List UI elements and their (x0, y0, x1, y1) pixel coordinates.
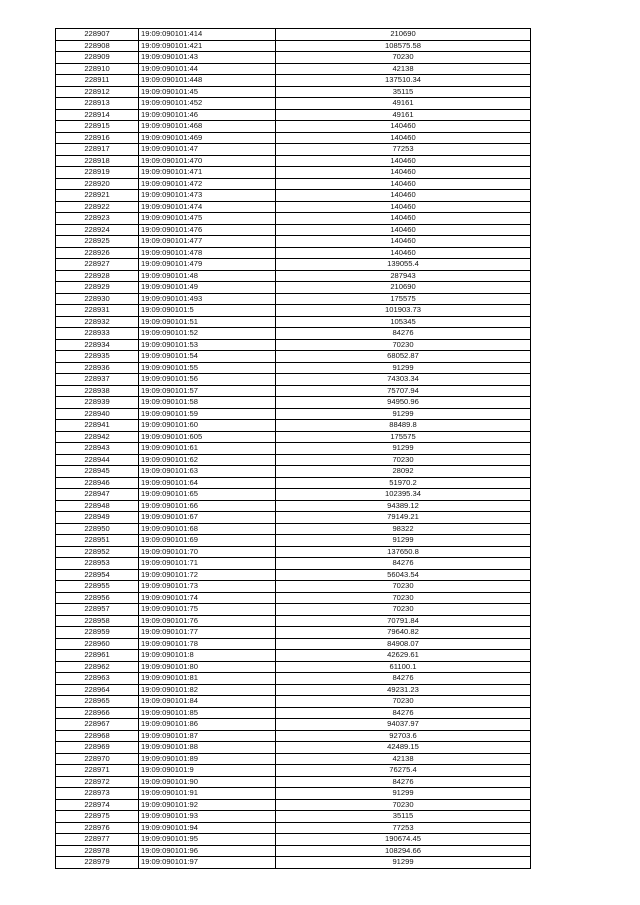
cadastral-number-cell: 19:09:090101:473 (139, 190, 276, 202)
table-row (56, 615, 531, 627)
table-row (56, 270, 531, 282)
table-row (56, 374, 531, 386)
row-number-cell: 228958 (56, 615, 139, 627)
table-row (56, 201, 531, 213)
value-cell: 140460 (276, 155, 531, 167)
value-cell: 70230 (276, 52, 531, 64)
value-cell: 70230 (276, 696, 531, 708)
row-number-cell: 228949 (56, 512, 139, 524)
row-number-cell: 228936 (56, 362, 139, 374)
table-row (56, 408, 531, 420)
cadastral-number-cell: 19:09:090101:477 (139, 236, 276, 248)
cadastral-number-cell: 19:09:090101:66 (139, 500, 276, 512)
row-number-cell: 228979 (56, 857, 139, 869)
cadastral-number-cell: 19:09:090101:493 (139, 293, 276, 305)
cadastral-number-cell: 19:09:090101:73 (139, 581, 276, 593)
table-row (56, 477, 531, 489)
value-cell: 140460 (276, 121, 531, 133)
value-cell: 92703.6 (276, 730, 531, 742)
value-cell: 70230 (276, 604, 531, 616)
row-number-cell: 228943 (56, 443, 139, 455)
row-number-cell: 228927 (56, 259, 139, 271)
value-cell: 76275.4 (276, 765, 531, 777)
cadastral-number-cell: 19:09:090101:68 (139, 523, 276, 535)
value-cell: 42138 (276, 63, 531, 75)
table-row (56, 454, 531, 466)
row-number-cell: 228970 (56, 753, 139, 765)
table-row (56, 121, 531, 133)
table-row (56, 316, 531, 328)
table-row (56, 466, 531, 478)
row-number-cell: 228940 (56, 408, 139, 420)
table-row (56, 707, 531, 719)
table-row (56, 834, 531, 846)
cadastral-number-cell: 19:09:090101:43 (139, 52, 276, 64)
table-row (56, 845, 531, 857)
value-cell: 75707.94 (276, 385, 531, 397)
row-number-cell: 228948 (56, 500, 139, 512)
value-cell: 68052.87 (276, 351, 531, 363)
cadastral-number-cell: 19:09:090101:48 (139, 270, 276, 282)
table-row (56, 40, 531, 52)
row-number-cell: 228962 (56, 661, 139, 673)
cadastral-number-cell: 19:09:090101:479 (139, 259, 276, 271)
cadastral-number-cell: 19:09:090101:85 (139, 707, 276, 719)
cadastral-number-cell: 19:09:090101:78 (139, 638, 276, 650)
row-number-cell: 228944 (56, 454, 139, 466)
cadastral-number-cell: 19:09:090101:474 (139, 201, 276, 213)
table-row (56, 420, 531, 432)
row-number-cell: 228947 (56, 489, 139, 501)
cadastral-number-cell: 19:09:090101:52 (139, 328, 276, 340)
value-cell: 79149.21 (276, 512, 531, 524)
row-number-cell: 228975 (56, 811, 139, 823)
table-row (56, 684, 531, 696)
value-cell: 84276 (276, 328, 531, 340)
row-number-cell: 228941 (56, 420, 139, 432)
cadastral-number-cell: 19:09:090101:90 (139, 776, 276, 788)
row-number-cell: 228955 (56, 581, 139, 593)
row-number-cell: 228916 (56, 132, 139, 144)
table-row (56, 604, 531, 616)
table-row (56, 569, 531, 581)
cadastral-number-cell: 19:09:090101:469 (139, 132, 276, 144)
row-number-cell: 228907 (56, 29, 139, 41)
table-row (56, 523, 531, 535)
row-number-cell: 228918 (56, 155, 139, 167)
row-number-cell: 228945 (56, 466, 139, 478)
cadastral-number-cell: 19:09:090101:478 (139, 247, 276, 259)
table-row (56, 155, 531, 167)
table-row (56, 167, 531, 179)
row-number-cell: 228942 (56, 431, 139, 443)
row-number-cell: 228933 (56, 328, 139, 340)
cadastral-number-cell: 19:09:090101:89 (139, 753, 276, 765)
row-number-cell: 228926 (56, 247, 139, 259)
table-row (56, 742, 531, 754)
cadastral-number-cell: 19:09:090101:93 (139, 811, 276, 823)
value-cell: 91299 (276, 362, 531, 374)
value-cell: 190674.45 (276, 834, 531, 846)
cadastral-number-cell: 19:09:090101:58 (139, 397, 276, 409)
row-number-cell: 228930 (56, 293, 139, 305)
value-cell: 79640.82 (276, 627, 531, 639)
cadastral-number-cell: 19:09:090101:471 (139, 167, 276, 179)
cadastral-number-cell: 19:09:090101:54 (139, 351, 276, 363)
cadastral-number-cell: 19:09:090101:94 (139, 822, 276, 834)
value-cell: 42629.61 (276, 650, 531, 662)
row-number-cell: 228954 (56, 569, 139, 581)
value-cell: 61100.1 (276, 661, 531, 673)
row-number-cell: 228938 (56, 385, 139, 397)
cadastral-number-cell: 19:09:090101:97 (139, 857, 276, 869)
cadastral-number-cell: 19:09:090101:5 (139, 305, 276, 317)
value-cell: 74303.34 (276, 374, 531, 386)
table-row (56, 443, 531, 455)
row-number-cell: 228911 (56, 75, 139, 87)
value-cell: 175575 (276, 431, 531, 443)
value-cell: 140460 (276, 190, 531, 202)
table-row (56, 224, 531, 236)
row-number-cell: 228909 (56, 52, 139, 64)
value-cell: 84276 (276, 673, 531, 685)
value-cell: 210690 (276, 29, 531, 41)
table-row (56, 822, 531, 834)
cadastral-number-cell: 19:09:090101:88 (139, 742, 276, 754)
row-number-cell: 228919 (56, 167, 139, 179)
table-row (56, 351, 531, 363)
cadastral-number-cell: 19:09:090101:605 (139, 431, 276, 443)
table-row (56, 282, 531, 294)
row-number-cell: 228935 (56, 351, 139, 363)
cadastral-number-cell: 19:09:090101:475 (139, 213, 276, 225)
cadastral-number-cell: 19:09:090101:86 (139, 719, 276, 731)
table-row (56, 811, 531, 823)
cadastral-number-cell: 19:09:090101:65 (139, 489, 276, 501)
cadastral-number-cell: 19:09:090101:414 (139, 29, 276, 41)
row-number-cell: 228913 (56, 98, 139, 110)
value-cell: 210690 (276, 282, 531, 294)
row-number-cell: 228923 (56, 213, 139, 225)
value-cell: 94950.96 (276, 397, 531, 409)
table-row (56, 339, 531, 351)
value-cell: 140460 (276, 178, 531, 190)
value-cell: 84276 (276, 707, 531, 719)
cadastral-number-cell: 19:09:090101:63 (139, 466, 276, 478)
value-cell: 101903.73 (276, 305, 531, 317)
cadastral-number-cell: 19:09:090101:70 (139, 546, 276, 558)
cadastral-number-cell: 19:09:090101:74 (139, 592, 276, 604)
value-cell: 137510.34 (276, 75, 531, 87)
row-number-cell: 228963 (56, 673, 139, 685)
value-cell: 77253 (276, 822, 531, 834)
row-number-cell: 228974 (56, 799, 139, 811)
value-cell: 91299 (276, 788, 531, 800)
value-cell: 91299 (276, 443, 531, 455)
value-cell: 49161 (276, 98, 531, 110)
value-cell: 105345 (276, 316, 531, 328)
table-row (56, 259, 531, 271)
value-cell: 94389.12 (276, 500, 531, 512)
table-row (56, 305, 531, 317)
value-cell: 140460 (276, 167, 531, 179)
cadastral-number-cell: 19:09:090101:49 (139, 282, 276, 294)
value-cell: 91299 (276, 535, 531, 547)
row-number-cell: 228924 (56, 224, 139, 236)
table-row (56, 500, 531, 512)
table-row (56, 385, 531, 397)
value-cell: 102395.34 (276, 489, 531, 501)
cadastral-number-cell: 19:09:090101:69 (139, 535, 276, 547)
value-cell: 49161 (276, 109, 531, 121)
table-row (56, 489, 531, 501)
value-cell: 140460 (276, 201, 531, 213)
row-number-cell: 228953 (56, 558, 139, 570)
cadastral-number-cell: 19:09:090101:61 (139, 443, 276, 455)
cadastral-number-cell: 19:09:090101:76 (139, 615, 276, 627)
row-number-cell: 228921 (56, 190, 139, 202)
cadastral-number-cell: 19:09:090101:64 (139, 477, 276, 489)
cadastral-number-cell: 19:09:090101:44 (139, 63, 276, 75)
row-number-cell: 228929 (56, 282, 139, 294)
row-number-cell: 228932 (56, 316, 139, 328)
value-cell: 140460 (276, 132, 531, 144)
row-number-cell: 228931 (56, 305, 139, 317)
value-cell: 49231.23 (276, 684, 531, 696)
table-row (56, 650, 531, 662)
row-number-cell: 228978 (56, 845, 139, 857)
cadastral-number-cell: 19:09:090101:476 (139, 224, 276, 236)
table-row (56, 558, 531, 570)
value-cell: 175575 (276, 293, 531, 305)
row-number-cell: 228912 (56, 86, 139, 98)
row-number-cell: 228957 (56, 604, 139, 616)
cadastral-number-cell: 19:09:090101:421 (139, 40, 276, 52)
value-cell: 28092 (276, 466, 531, 478)
row-number-cell: 228971 (56, 765, 139, 777)
cadastral-number-cell: 19:09:090101:81 (139, 673, 276, 685)
table-row (56, 753, 531, 765)
value-cell: 42138 (276, 753, 531, 765)
data-table (55, 28, 531, 869)
cadastral-number-cell: 19:09:090101:87 (139, 730, 276, 742)
value-cell: 108294.66 (276, 845, 531, 857)
table-row (56, 293, 531, 305)
table-row (56, 696, 531, 708)
cadastral-number-cell: 19:09:090101:8 (139, 650, 276, 662)
cadastral-number-cell: 19:09:090101:75 (139, 604, 276, 616)
row-number-cell: 228961 (56, 650, 139, 662)
row-number-cell: 228934 (56, 339, 139, 351)
row-number-cell: 228946 (56, 477, 139, 489)
value-cell: 84276 (276, 558, 531, 570)
value-cell: 91299 (276, 857, 531, 869)
table-body (56, 29, 531, 869)
cadastral-number-cell: 19:09:090101:468 (139, 121, 276, 133)
table-row (56, 86, 531, 98)
row-number-cell: 228968 (56, 730, 139, 742)
table-row (56, 109, 531, 121)
row-number-cell: 228951 (56, 535, 139, 547)
row-number-cell: 228973 (56, 788, 139, 800)
table-row (56, 247, 531, 259)
row-number-cell: 228925 (56, 236, 139, 248)
cadastral-number-cell: 19:09:090101:59 (139, 408, 276, 420)
table-row (56, 397, 531, 409)
value-cell: 98322 (276, 523, 531, 535)
row-number-cell: 228917 (56, 144, 139, 156)
row-number-cell: 228939 (56, 397, 139, 409)
value-cell: 84276 (276, 776, 531, 788)
table-row (56, 776, 531, 788)
table-row (56, 236, 531, 248)
table-row (56, 857, 531, 869)
value-cell: 70230 (276, 454, 531, 466)
row-number-cell: 228908 (56, 40, 139, 52)
table-row (56, 788, 531, 800)
cadastral-number-cell: 19:09:090101:470 (139, 155, 276, 167)
table-row (56, 52, 531, 64)
value-cell: 140460 (276, 213, 531, 225)
row-number-cell: 228914 (56, 109, 139, 121)
table-row (56, 431, 531, 443)
table-row (56, 673, 531, 685)
cadastral-number-cell: 19:09:090101:72 (139, 569, 276, 581)
value-cell: 51970.2 (276, 477, 531, 489)
value-cell: 84908.07 (276, 638, 531, 650)
value-cell: 56043.54 (276, 569, 531, 581)
table-row (56, 765, 531, 777)
table-row (56, 719, 531, 731)
row-number-cell: 228977 (56, 834, 139, 846)
value-cell: 35115 (276, 86, 531, 98)
row-number-cell: 228950 (56, 523, 139, 535)
table-row (56, 638, 531, 650)
cadastral-number-cell: 19:09:090101:91 (139, 788, 276, 800)
row-number-cell: 228920 (56, 178, 139, 190)
cadastral-number-cell: 19:09:090101:71 (139, 558, 276, 570)
row-number-cell: 228960 (56, 638, 139, 650)
table-row (56, 362, 531, 374)
row-number-cell: 228972 (56, 776, 139, 788)
value-cell: 70230 (276, 592, 531, 604)
row-number-cell: 228976 (56, 822, 139, 834)
table-row (56, 328, 531, 340)
table-row (56, 592, 531, 604)
cadastral-number-cell: 19:09:090101:55 (139, 362, 276, 374)
value-cell: 91299 (276, 408, 531, 420)
cadastral-number-cell: 19:09:090101:46 (139, 109, 276, 121)
row-number-cell: 228967 (56, 719, 139, 731)
cadastral-number-cell: 19:09:090101:82 (139, 684, 276, 696)
value-cell: 139055.4 (276, 259, 531, 271)
row-number-cell: 228956 (56, 592, 139, 604)
cadastral-number-cell: 19:09:090101:84 (139, 696, 276, 708)
cadastral-number-cell: 19:09:090101:51 (139, 316, 276, 328)
table-row (56, 190, 531, 202)
value-cell: 42489.15 (276, 742, 531, 754)
row-number-cell: 228959 (56, 627, 139, 639)
value-cell: 108575.58 (276, 40, 531, 52)
value-cell: 140460 (276, 247, 531, 259)
cadastral-number-cell: 19:09:090101:57 (139, 385, 276, 397)
table-row (56, 546, 531, 558)
value-cell: 140460 (276, 224, 531, 236)
cadastral-number-cell: 19:09:090101:53 (139, 339, 276, 351)
table-row (56, 75, 531, 87)
row-number-cell: 228965 (56, 696, 139, 708)
value-cell: 35115 (276, 811, 531, 823)
table-row (56, 178, 531, 190)
cadastral-number-cell: 19:09:090101:62 (139, 454, 276, 466)
table-row (56, 98, 531, 110)
value-cell: 70230 (276, 799, 531, 811)
table-row (56, 29, 531, 41)
cadastral-number-cell: 19:09:090101:80 (139, 661, 276, 673)
table-row (56, 144, 531, 156)
cadastral-number-cell: 19:09:090101:45 (139, 86, 276, 98)
value-cell: 140460 (276, 236, 531, 248)
table-row (56, 581, 531, 593)
table-row (56, 63, 531, 75)
table-row (56, 730, 531, 742)
cadastral-number-cell: 19:09:090101:448 (139, 75, 276, 87)
value-cell: 77253 (276, 144, 531, 156)
table-row (56, 512, 531, 524)
cadastral-number-cell: 19:09:090101:67 (139, 512, 276, 524)
cadastral-number-cell: 19:09:090101:472 (139, 178, 276, 190)
cadastral-number-cell: 19:09:090101:452 (139, 98, 276, 110)
row-number-cell: 228969 (56, 742, 139, 754)
row-number-cell: 228966 (56, 707, 139, 719)
value-cell: 70230 (276, 339, 531, 351)
cadastral-number-cell: 19:09:090101:56 (139, 374, 276, 386)
row-number-cell: 228937 (56, 374, 139, 386)
cadastral-number-cell: 19:09:090101:96 (139, 845, 276, 857)
value-cell: 94037.97 (276, 719, 531, 731)
cadastral-number-cell: 19:09:090101:92 (139, 799, 276, 811)
table-row (56, 661, 531, 673)
row-number-cell: 228910 (56, 63, 139, 75)
value-cell: 137650.8 (276, 546, 531, 558)
table-row (56, 535, 531, 547)
row-number-cell: 228952 (56, 546, 139, 558)
table-row (56, 132, 531, 144)
value-cell: 287943 (276, 270, 531, 282)
row-number-cell: 228915 (56, 121, 139, 133)
value-cell: 70791.84 (276, 615, 531, 627)
cadastral-number-cell: 19:09:090101:47 (139, 144, 276, 156)
table-row (56, 627, 531, 639)
value-cell: 88489.8 (276, 420, 531, 432)
cadastral-number-cell: 19:09:090101:60 (139, 420, 276, 432)
row-number-cell: 228928 (56, 270, 139, 282)
value-cell: 70230 (276, 581, 531, 593)
cadastral-number-cell: 19:09:090101:95 (139, 834, 276, 846)
table-row (56, 213, 531, 225)
table-row (56, 799, 531, 811)
cadastral-number-cell: 19:09:090101:77 (139, 627, 276, 639)
row-number-cell: 228922 (56, 201, 139, 213)
row-number-cell: 228964 (56, 684, 139, 696)
cadastral-number-cell: 19:09:090101:9 (139, 765, 276, 777)
